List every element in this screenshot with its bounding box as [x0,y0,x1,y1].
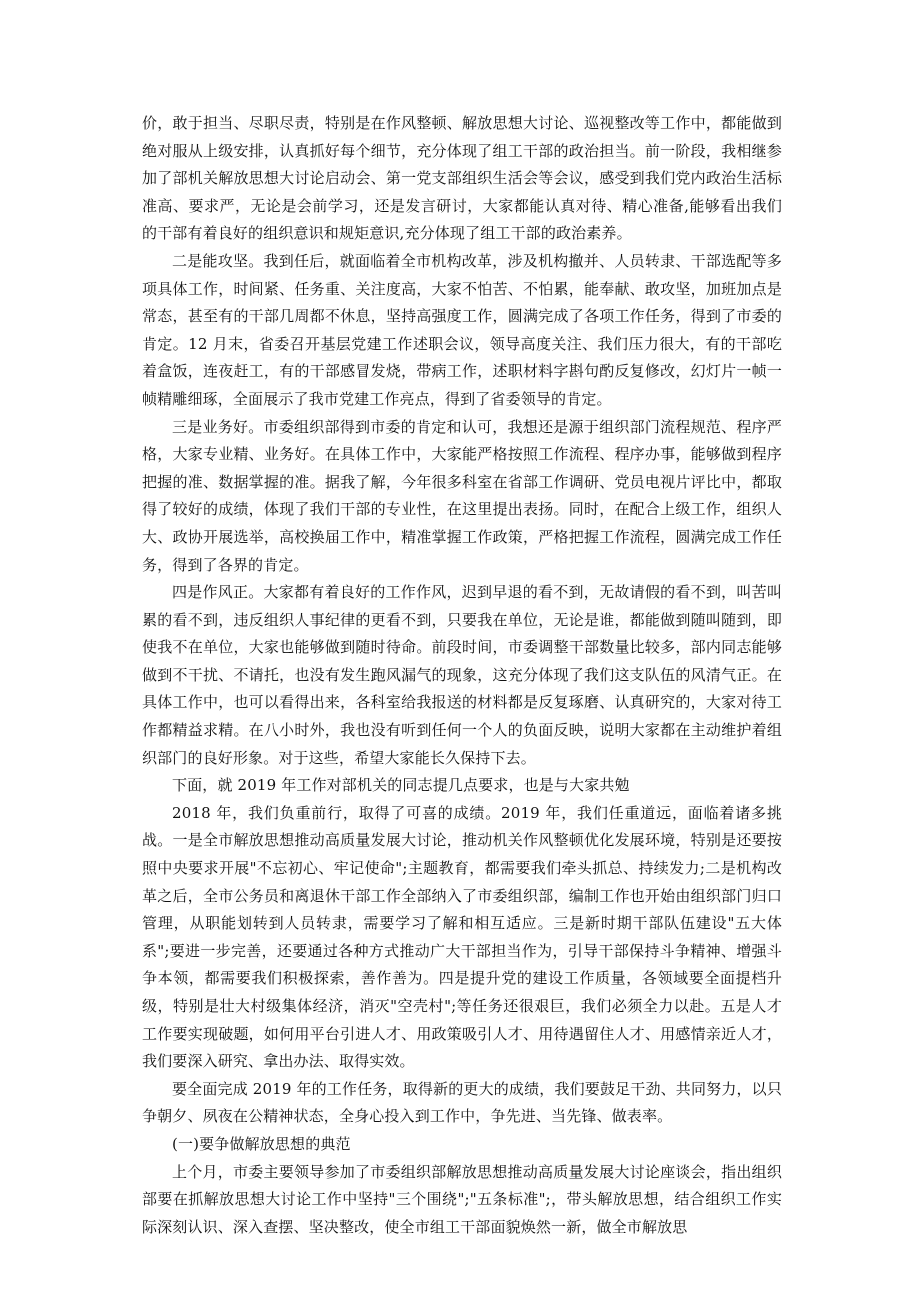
paragraph-6: 2018 年，我们负重前行，取得了可喜的成绩。2019 年，我们任重道远，面临着诸多挑战。一是全市解放思想推动高质量发展大讨论，推动机关作风整顿优化发展环境，特别是还要按照中央要求开展"不忘初心、牢记使命";主题教育，都需要我们牵头抓总、持续发力;二是机构改革之后，全市公务员和离退休干部工作全部纳入了市委组织部，编制工作也开始由组织部门归口管理，从职能划转到人员转隶，需要学习了解和相互适应。三是新时期干部队伍建设"五大体系";要进一步完善，还要通过各种方式推动广大干部担当作为，引导干部保持斗争精神、增强斗争本领，都需要我们积极探索，善作善为。四是提升党的建设工作质量，各领域要全面提档升级，特别是壮大村级集体经济，消灭"空壳村";等任务还很艰巨，我们必须全力以赴。五是人才工作要实现破题，如何用平台引进人才、用政策吸引人才、用待遇留住人才、用感情亲近人才，我们要深入研究、拿出办法、取得实效。 [142,803,782,1071]
paragraph-5: 下面，就 2019 年工作对部机关的同志提几点要求，也是与大家共勉 [172,776,630,795]
paragraph-2: 二是能攻坚。我到任后，就面临着全市机构改革，涉及机构撤并、人员转隶、干部选配等多项具体工作，时间紧、任务重、关注度高，大家不怕苦、不怕累，能奉献、敢攻坚，加班加点是常态，甚至有的干部几周都不休息，坚持高强度工作，圆满完成了各项工作任务，得到了市委的肯定。12 月末，省委召开基层党建工作述职会议，领导高度关注、我们压力很大，有的干部吃着盒饭，连夜赶工，有的干部感冒发烧，带病工作，述职材料字斟句酌反复修改，幻灯片一帧一帧精雕细琢，全面展示了我市党建工作亮点，得到了省委领导的肯定。 [142,251,782,408]
paragraph-4: 四是作风正。大家都有着良好的工作作风，迟到早退的看不到，无故请假的看不到，叫苦叫累的看不到，违反组织人事纪律的更看不到，只要我在单位，无论是谁，都能做到随叫随到，即使我不在单位，大家也能够做到随时待命。前段时间，市委调整干部数量比较多，部内同志能够做到不干扰、不请托，也没有发生跑风漏气的现象，这充分体现了我们这支队伍的风清气正。在具体工作中，也可以看得出来，各科室给我报送的材料都是反复琢磨、认真研究的，大家对待工作都精益求精。在八小时外，我也没有听到任何一个人的负面反映，说明大家都在主动维护着组织部门的良好形象。对于这些，希望大家能长久保持下去。 [142,583,782,767]
paragraph-3: 三是业务好。市委组织部得到市委的肯定和认可，我想还是源于组织部门流程规范、程序严格，大家专业精、业务好。在具体工作中，大家能严格按照工作流程、程序办事，能够做到程序把握的准、数据掌握的准。据我了解，今年很多科室在省部工作调研、党员电视片评比中，都取得了较好的成绩，体现了我们干部的专业性，在这里提出表扬。同时，在配合上级工作，组织人大、政协开展选举，高校换届工作中，精准掌握工作政策，严格把握工作流程，圆满完成工作任务，得到了各界的肯定。 [142,417,782,574]
paragraph-1: 价，敢于担当、尽职尽责，特别是在作风整顿、解放思想大讨论、巡视整改等工作中，都能做到绝对服从上级安排，认真抓好每个细节，充分体现了组工干部的政治担当。前一阶段，我相继参加了部机关解放思想大讨论启动会、第一党支部组织生活会等会议，感受到我们党内政治生活标准高、要求严，无论是会前学习，还是发言研讨，大家都能认真对待、精心准备,能够看出我们的干部有着良好的组织意识和规矩意识,充分体现了组工干部的政治素养。 [142,114,782,243]
paragraph-7: 要全面完成 2019 年的工作任务，取得新的更大的成绩，我们要鼓足干劲、共同努力，以只争朝夕、夙夜在公精神状态，全身心投入到工作中，争先进、当先锋、做表率。 [142,1079,782,1126]
document-body [142,110,782,1241]
section-heading-1: (一)要争做解放思想的典范 [172,1134,351,1153]
paragraph-8: 上个月，市委主要领导参加了市委组织部解放思想推动高质量发展大讨论座谈会，指出组织部要在抓解放思想大讨论工作中坚持"三个围绕";"五条标准";，带头解放思想，结合组织工作实际深刻认识、深入查摆、坚决整改，使全市组工干部面貌焕然一新，做全市解放思 [142,1162,782,1236]
